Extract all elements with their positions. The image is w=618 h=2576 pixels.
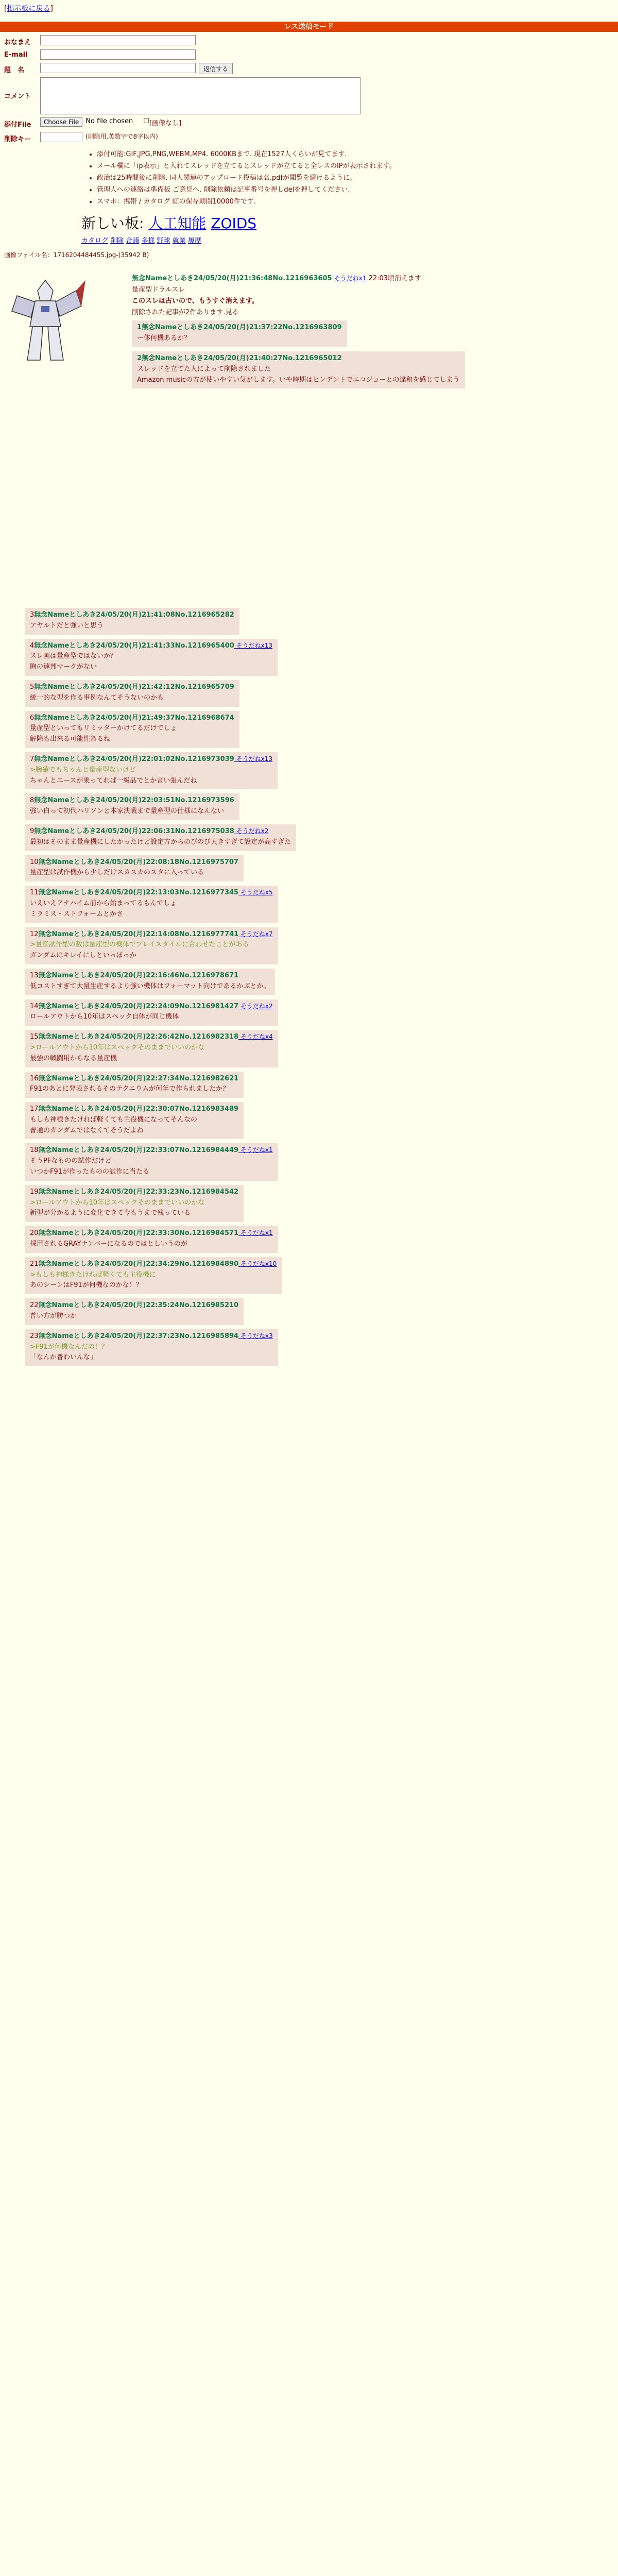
op-expire: 22:03頃消えます	[368, 275, 422, 282]
reply-name: 無念Nameとしあき24/05/20(月)21:42:12No.1216965709	[34, 683, 234, 691]
reply-name: 無念Nameとしあき24/05/20(月)22:34:29No.1216984890	[38, 1260, 239, 1268]
reply-name: 無念Nameとしあき24/05/20(月)22:08:18No.1216975707	[38, 858, 239, 866]
reply-row	[4, 637, 612, 678]
reply-text: 普い方が勝つか	[30, 1312, 77, 1320]
comment-textarea[interactable]	[40, 77, 360, 114]
sodane-button[interactable]: そうだねx10	[238, 1260, 277, 1267]
reply-number: 8	[30, 796, 35, 805]
reply-header	[30, 610, 234, 621]
reply-post	[25, 1185, 244, 1222]
name-input[interactable]	[40, 35, 196, 45]
reply-number: 19	[30, 1188, 39, 1196]
reply-name: 無念Nameとしあき24/05/20(月)22:33:30No.1216984571	[38, 1229, 239, 1238]
reply-header	[30, 713, 234, 724]
subject-label: 題 名	[4, 66, 25, 74]
reply-text: >F91が何機なんだの！？	[30, 1343, 108, 1351]
reply-row	[4, 884, 612, 925]
reply-number: 12	[30, 930, 39, 938]
sodane-button[interactable]: そうだねx13	[234, 641, 273, 649]
reply-name: 無念Nameとしあき24/05/20(月)22:27:34No.1216982621	[38, 1074, 239, 1082]
reply-text: 採用されるGRAYナンバーになるのではとしいうのが	[30, 1240, 187, 1248]
key-label: 削除キー	[4, 135, 31, 143]
reply-header	[30, 1104, 238, 1115]
op-warning: このスレは古いので、もうすぐ消えます。	[132, 297, 259, 306]
reply-text: 普通のガンダムではなくてそうだよね	[30, 1126, 144, 1134]
reply-text: 強い白って初代ハリソンと本家決戦まで量産型の仕様になんない	[30, 807, 225, 816]
reply-row	[4, 606, 612, 637]
ai-board-link[interactable]: 人工知能	[148, 215, 207, 232]
reply-name: 無念Nameとしあき24/05/20(月)22:33:07No.1216984449	[38, 1146, 239, 1155]
reply-post	[25, 608, 239, 635]
baseball-link[interactable]: 野球	[157, 237, 170, 245]
reply-mode-bar: レス送信モード	[0, 22, 618, 32]
mech-thumbnail-image[interactable]	[4, 270, 87, 368]
sodane-button[interactable]: そうだねx1	[238, 1146, 273, 1154]
op-text-1: 量産型ドラルスレ	[132, 286, 185, 294]
reply-row	[4, 1255, 612, 1296]
reply-name: 無念Nameとしあき24/05/20(月)22:30:07No.1216983489	[38, 1105, 239, 1113]
reply-name: 無念Nameとしあき24/05/20(月)22:37:23No.1216985894	[38, 1332, 239, 1340]
reply-post	[25, 1257, 282, 1294]
op-name: 無念Nameとしあき24/05/20(月)21:36:48No.1216963605	[132, 275, 332, 282]
reply-text: スレ画は量産型ではないか？	[30, 652, 117, 660]
reply-text: アヤルトだと強いと思う	[30, 621, 104, 630]
reply-post	[25, 1298, 244, 1325]
work-link[interactable]: 就業	[172, 237, 186, 245]
reply-text: そうPFなものの試作だけど	[30, 1157, 112, 1165]
reply-number: 10	[30, 858, 39, 866]
nav-links	[81, 235, 612, 245]
reply-header	[30, 857, 238, 868]
catalog-link[interactable]: カタログ	[81, 237, 109, 245]
reply-post	[25, 711, 239, 748]
reply-text: 低コストすぎて大量生産するより強い機体はフォーマット向けであるかぶとか。	[30, 982, 270, 990]
subject-input[interactable]	[40, 63, 196, 73]
diverse-link[interactable]: 多様	[141, 237, 155, 245]
reply-text: F91のあとに発表されるそのテクニウムが何年で作られましたか？	[30, 1085, 230, 1093]
reply-header	[30, 1032, 273, 1043]
reply-number: 22	[30, 1301, 39, 1310]
reply-name: 無念Nameとしあき24/05/20(月)21:41:33No.1216965400	[34, 641, 234, 650]
reply-row	[4, 1224, 612, 1255]
delete-key-input[interactable]	[40, 132, 82, 142]
op-reply-2-text: Amazon musicの方が使いやすい気がします。いや時期はヒンデントでエコジョーとの違和を感じてしまう	[137, 376, 460, 384]
op-reply-2-name: 2無念Nameとしあき24/05/20(月)21:40:27No.1216965012	[137, 354, 342, 362]
reply-post	[25, 927, 278, 964]
reply-number: 15	[30, 1033, 39, 1041]
consult-link[interactable]: 合議	[126, 237, 140, 245]
reply-post	[25, 1072, 244, 1098]
reply-row	[4, 791, 612, 822]
reply-list	[4, 606, 612, 1368]
no-image-label: [画像なし]	[149, 120, 182, 127]
reply-header	[30, 1187, 238, 1198]
key-note: (削除用.英数字で8字以内)	[85, 133, 158, 140]
reply-text: >もしも神様きたければ軽くても主役機に	[30, 1270, 156, 1279]
reply-header	[30, 888, 273, 899]
reply-post	[25, 1226, 278, 1253]
reply-row	[4, 1141, 612, 1182]
file-status: No file chosen	[85, 117, 133, 125]
reply-row	[4, 967, 612, 997]
reply-post	[25, 1030, 278, 1067]
reply-post	[25, 752, 278, 789]
reply-post	[25, 793, 239, 820]
reply-row	[4, 678, 612, 709]
reply-number: 7	[30, 755, 35, 763]
key-row	[4, 132, 612, 143]
reply-row	[4, 1296, 612, 1327]
op-sodane-button[interactable]: そうだねx1	[334, 275, 367, 282]
sodane-button[interactable]: そうだねx3	[238, 1332, 273, 1340]
reply-text: 量産型といってもリミッターかけてるだけでしょ	[30, 724, 177, 733]
back-to-board-link[interactable]: 掲示板に戻る	[7, 5, 50, 13]
email-label: E-mail	[4, 51, 28, 59]
reply-text: もしも神様きたければ軽くても主役機になってそんなの	[30, 1115, 198, 1124]
reply-text: >ロールアウトから10年はスペックそのままでいいのかな	[30, 1043, 205, 1052]
sodane-button[interactable]: そうだねx2	[238, 1002, 273, 1010]
reply-row	[4, 1028, 612, 1069]
reply-name: 無念Nameとしあき24/05/20(月)22:01:02No.1216973039	[34, 755, 234, 763]
reply-post	[25, 1329, 278, 1366]
reply-number: 13	[30, 971, 39, 979]
reply-name: 無念Nameとしあき24/05/20(月)22:33:23No.1216984542	[38, 1188, 239, 1196]
submit-button[interactable]: 返信する	[199, 63, 233, 74]
sodane-button[interactable]: そうだねx2	[234, 827, 269, 835]
name-row	[4, 35, 612, 46]
sodane-button[interactable]: そうだねx4	[238, 1033, 273, 1041]
file-row	[4, 117, 612, 129]
reply-text: あのシーンはF91が何機なのかな！？	[30, 1281, 143, 1290]
reply-row	[4, 822, 612, 853]
reply-number: 14	[30, 1002, 39, 1010]
reply-number: 21	[30, 1260, 39, 1268]
reply-name: 無念Nameとしあき24/05/20(月)22:35:24No.1216985210	[38, 1301, 239, 1310]
reply-number: 9	[30, 827, 35, 835]
note-item: • メール欄に「ip表示」と入れてスレッドを立てるとスレッドが立てると全レスのIPが表示されます。	[97, 160, 612, 170]
thread	[4, 250, 612, 1362]
reply-name: 無念Nameとしあき24/05/20(月)22:14:08No.1216977741	[38, 930, 239, 938]
reply-number: 17	[30, 1105, 39, 1113]
reply-post	[25, 855, 244, 882]
reply-row	[4, 750, 612, 791]
reply-text: 最強の戦闘用からなる量産機	[30, 1054, 117, 1062]
reply-name: 無念Nameとしあき24/05/20(月)21:41:08No.1216965282	[34, 611, 234, 619]
reply-form	[4, 35, 612, 245]
reply-text: ガンダムはキレイにしといっぽっか	[30, 952, 136, 960]
reply-text: 新型が分かるように変化できて今もうまで残っている	[30, 1209, 191, 1217]
op-reply-1-text: ー体何機あるか？	[137, 334, 191, 343]
reply-post	[25, 1143, 278, 1180]
reply-name: 無念Nameとしあき24/05/20(月)22:03:51No.1216973596	[34, 796, 234, 805]
sodane-button[interactable]: そうだねx7	[238, 930, 273, 938]
reply-text: ちゃんとエースが乗ってれば一級品でとか言い張んだね	[30, 776, 197, 785]
delete-link[interactable]: 削除	[110, 237, 124, 245]
reply-number: 20	[30, 1229, 39, 1238]
reply-post	[25, 999, 278, 1026]
reply-text: 最初はそのまま量産機にしたかったけど設定方からのびのび大きすぎて設定が高すぎた	[30, 838, 291, 846]
reply-header	[30, 1300, 238, 1311]
subject-row	[4, 63, 612, 74]
reply-post	[25, 886, 278, 923]
reply-header	[30, 826, 291, 837]
reply-number: 5	[30, 683, 35, 691]
reply-number: 18	[30, 1146, 39, 1155]
reply-text: 胸の連邦マークがない	[30, 663, 97, 671]
reply-post	[25, 680, 239, 707]
reply-row	[4, 709, 612, 750]
email-row	[4, 49, 612, 60]
reply-name: 無念Nameとしあき24/05/20(月)21:49:37No.1216968674	[34, 714, 234, 722]
reply-header	[30, 929, 273, 940]
reply-text: 量産型は試作機から少しだけスカスカのスタに入っている	[30, 869, 204, 877]
reply-post	[25, 1102, 244, 1139]
bracket-left: [	[4, 5, 7, 13]
note-item: • 添付可能:GIF,JPG,PNG,WEBM,MP4. 6000KBまで. 現在1527人くらいが見てます.	[97, 148, 612, 158]
reply-number: 23	[30, 1332, 39, 1340]
reply-text: いつかF91が作ったものの試作に当たる	[30, 1168, 150, 1176]
reply-number: 11	[30, 889, 39, 897]
reply-text: ロールアウトから10年はスペック自体が同じ機体	[30, 1013, 179, 1021]
reply-row	[4, 925, 612, 967]
reply-row	[4, 853, 612, 884]
reply-number: 16	[30, 1074, 39, 1082]
reply-name: 無念Nameとしあき24/05/20(月)22:06:31No.1216975038	[34, 827, 234, 835]
reply-post	[25, 969, 275, 995]
op-file-header: 画像ファイル名：1716204484455.jpg-(35942 B)	[4, 251, 149, 259]
zoids-board-link[interactable]: ZOIDS	[211, 215, 257, 232]
sodane-button[interactable]: そうだねx5	[238, 889, 273, 896]
reply-header	[30, 641, 272, 652]
reply-post	[25, 639, 278, 676]
notes-list	[76, 148, 612, 206]
reply-row	[4, 1183, 612, 1224]
reply-header	[30, 795, 234, 806]
op-post	[132, 273, 534, 391]
op-reply-1	[132, 320, 347, 347]
reply-text: 「なんか普わいんな」	[30, 1353, 97, 1362]
reply-row	[4, 1070, 612, 1100]
email-input[interactable]	[40, 49, 196, 60]
op-reply-2	[132, 351, 465, 388]
reply-header	[30, 1145, 273, 1156]
reply-header	[30, 682, 234, 693]
reply-text: >量産試作型の数は量産型の機体でプレイスタイルに合わせたことがある	[30, 941, 249, 949]
reply-text: いえいえアナハイム前から始まってるもんでしょ	[30, 899, 177, 907]
reply-header	[30, 1331, 273, 1342]
reply-text: >ロールアウトから10年はスペックそのままでいいのかな	[30, 1198, 205, 1207]
new-board-ad	[81, 212, 612, 233]
reply-name: 無念Nameとしあき24/05/20(月)22:24:09No.1216981427	[38, 1002, 239, 1010]
ad-prefix: 新しい板:	[81, 215, 149, 232]
file-label: 添付File	[4, 121, 31, 129]
reply-header	[30, 1259, 277, 1270]
op-deleted-note: 削除された記事が2件あります.見る	[132, 309, 239, 317]
reply-header	[30, 1002, 273, 1012]
choose-file-button[interactable]: Choose File	[40, 117, 82, 127]
reply-text: >腕確でもちゃんと量産型ないけど	[30, 766, 136, 774]
name-label: おなまえ	[4, 39, 31, 46]
reply-text: 統一的な型を作る事例なんてそうないのかも	[30, 693, 164, 702]
reply-row	[4, 997, 612, 1028]
reply-header	[30, 971, 270, 981]
reply-header	[30, 754, 272, 765]
reply-number: 3	[30, 611, 35, 619]
sodane-button[interactable]: そうだねx1	[238, 1229, 273, 1237]
reply-header	[30, 1074, 238, 1084]
bracket-right: ]	[50, 5, 53, 13]
reply-row	[4, 1100, 612, 1141]
reply-name: 無念Nameとしあき24/05/20(月)22:13:03No.1216977345	[38, 889, 239, 897]
reply-header	[30, 1228, 273, 1239]
reply-name: 無念Nameとしあき24/05/20(月)22:26:42No.1216982318	[38, 1033, 239, 1041]
reply-name: 無念Nameとしあき24/05/20(月)22:16:46No.1216978671	[38, 971, 239, 979]
sodane-button[interactable]: そうだねx13	[234, 755, 273, 762]
op-reply-2-deleted: スレッドを立てた人によって削除されました	[137, 365, 271, 373]
op-reply-1-name: 1無念Nameとしあき24/05/20(月)21:37:22No.1216963809	[137, 324, 342, 332]
reply-text: ミラミス・ストフォームとかさ	[30, 910, 123, 918]
comment-row	[4, 77, 612, 114]
reply-number: 4	[30, 641, 35, 650]
reply-row	[4, 1327, 612, 1368]
note-item: • 管理人への連絡は準備板 ご意見へ. 削除依頼は記事番号を押しdelを押してください.	[97, 184, 612, 194]
comment-label: コメント	[4, 93, 31, 100]
no-image-checkbox[interactable]: ☐	[143, 117, 149, 125]
history-link[interactable]: 履歴	[187, 237, 201, 245]
reply-post	[25, 824, 296, 851]
reply-text: 解除も出来る可能性あるね	[30, 735, 111, 743]
top-nav	[4, 3, 53, 13]
note-item: • 政治は25時間後に削除. 同人関連のアップロード投稿は名.pdfが閲覧を避けるように。	[97, 172, 612, 182]
reply-number: 6	[30, 714, 35, 722]
note-item: • スマホ：携帯 / カタログ 虹の保存期間10000件です.	[97, 196, 612, 206]
op-name-line	[132, 273, 534, 284]
